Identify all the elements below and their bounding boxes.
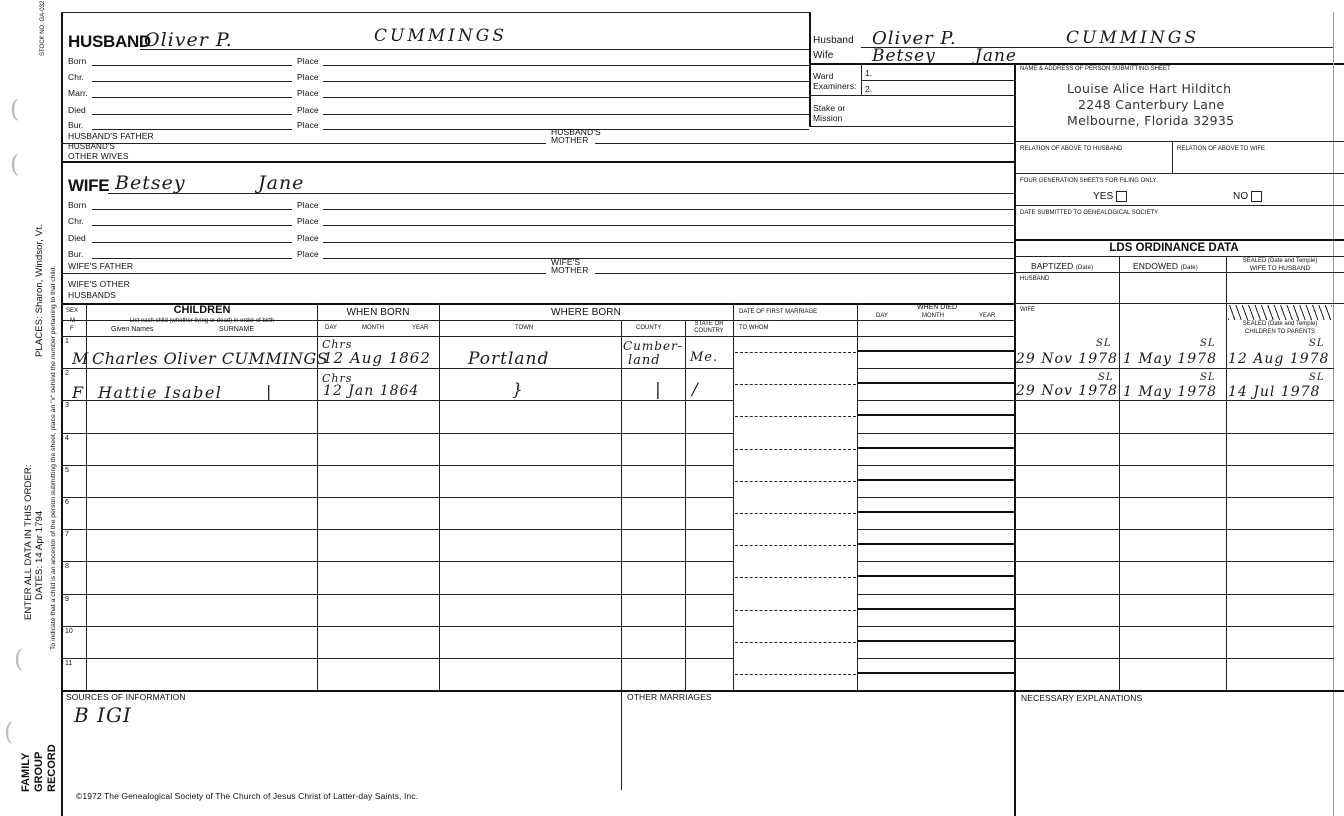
child-row-divider <box>61 658 733 659</box>
submitter-city: Melbourne, Florida 32935 <box>1067 113 1235 128</box>
died-month-header: MONTH <box>922 313 944 319</box>
date-label: (Date) <box>1180 265 1198 271</box>
marriage-date-line <box>735 513 856 514</box>
wife-mother-label-2: MOTHER <box>551 265 589 275</box>
rh-husband-label: Husband <box>813 35 854 46</box>
child-1-sex: M <box>72 349 90 368</box>
rh-wife-label: Wife <box>813 50 834 61</box>
husband-label: HUSBAND <box>68 32 151 51</box>
county-header: COUNTY <box>636 325 662 331</box>
no-box[interactable] <box>1251 191 1262 202</box>
dates-note: DATES: 14 Apr 1794 <box>34 510 45 600</box>
rh-husband-name: Oliver P. <box>872 28 957 49</box>
when-died-cell <box>857 594 1014 610</box>
no-checkbox[interactable] <box>1233 191 1262 202</box>
child-row-divider <box>61 529 733 530</box>
examiner-1: 1. <box>865 68 873 78</box>
endowed-label: ENDOWED <box>1133 261 1179 271</box>
child-1-born-note: Chrs <box>322 338 353 351</box>
child-row-divider <box>61 594 733 595</box>
ward-label: Ward <box>813 71 834 81</box>
when-died-header: WHEN DIED <box>916 304 958 311</box>
child-row-divider <box>61 561 733 562</box>
husband-mother-label-2: MOTHER <box>551 135 589 145</box>
child-2-sex: F <box>72 383 85 402</box>
child-row-number: 2 <box>65 370 69 377</box>
husband-mother-label-1: HUSBAND'S <box>551 127 601 137</box>
when-died-cell <box>857 626 1014 642</box>
child-2-town: } <box>512 380 524 400</box>
child-1-end-temple: SL <box>1200 338 1216 349</box>
child-2-sealed: 14 Jul 1978 <box>1228 384 1321 400</box>
child-row-number: 6 <box>65 499 69 506</box>
lds-row-divider <box>1014 561 1334 562</box>
child-ancestor-note: To indicate that a child is an ancestor of the person submitting the sheet, place an "x" behind the number pertaining to that child. <box>50 265 57 650</box>
lds-row-divider <box>1014 626 1334 627</box>
husband-other-wives-label-2: OTHER WIVES <box>68 151 129 161</box>
mission-label: Mission <box>813 113 843 123</box>
wife-surname: Jane <box>258 172 305 194</box>
marriage-date-line <box>735 610 856 611</box>
town-header: TOWN <box>515 325 534 331</box>
marriage-date-line <box>735 545 856 546</box>
sealed-wife-header-2: WIFE TO HUSBAND <box>1249 265 1311 272</box>
child-row-number: 1 <box>65 338 69 345</box>
child-row-divider <box>61 626 733 627</box>
lds-row-divider <box>1014 368 1334 369</box>
sources-value: B IGI <box>74 703 132 727</box>
husband-given-name: Oliver P. <box>144 29 233 51</box>
husband-died-label: Died <box>68 105 86 115</box>
month-header: MONTH <box>362 325 384 331</box>
four-gen-label: FOUR GENERATION SHEETS FOR FILING ONLY <box>1020 178 1157 184</box>
husband-other-wives-label-1: HUSBAND'S <box>68 142 115 151</box>
wife-bur-place-label: Place <box>297 249 319 259</box>
rh-husband-surname: CUMMINGS <box>1066 28 1199 48</box>
child-row-number: 9 <box>65 596 69 603</box>
rh-wife-surname: Jane <box>975 46 1017 66</box>
baptized-header <box>1031 261 1093 272</box>
year-header: YEAR <box>412 325 429 331</box>
child-2-state: / <box>692 380 699 400</box>
wife-chr-label: Chr. <box>68 216 84 226</box>
submitter-name: Louise Alice Hart Hilditch <box>1067 81 1232 96</box>
wife-born-place-label: Place <box>297 200 319 210</box>
sex-header: SEX <box>66 308 79 314</box>
date-submitted-label: DATE SUBMITTED TO GENEALOGICAL SOCIETY <box>1020 210 1159 216</box>
endowed-header <box>1133 261 1198 272</box>
child-2-baptized: 29 Nov 1978 <box>1016 383 1118 399</box>
when-died-cell <box>857 497 1014 513</box>
husband-father-label: HUSBAND'S FATHER <box>68 131 154 141</box>
marriage-date-line <box>735 449 856 450</box>
wife-bur-label: Bur. <box>68 249 84 259</box>
when-died-cell <box>857 561 1014 577</box>
husband-section-bottom <box>61 161 1014 163</box>
husband-bur-place-label: Place <box>297 120 319 130</box>
child-row-number: 10 <box>65 628 73 635</box>
child-1-endowed: 1 May 1978 <box>1123 351 1218 367</box>
husband-bur-label: Bur. <box>68 120 84 130</box>
wife-mother-label-1: WIFE'S <box>551 257 581 267</box>
binder-hole-mark: ( <box>10 150 20 178</box>
date-label: (Date) <box>1075 265 1094 271</box>
wife-given-name: Betsey <box>115 172 186 194</box>
child-2-bap-temple: SL <box>1098 372 1114 383</box>
left-border <box>61 12 63 816</box>
where-born-header: WHERE BORN <box>551 307 621 318</box>
children-instruction: List each child (whether living or dead) in order of birth <box>129 318 275 324</box>
lds-row-divider <box>1014 433 1334 434</box>
wife-father-label: WIFE'S FATHER <box>68 261 134 271</box>
stake-or-label: Stake or <box>813 103 846 113</box>
child-row-number: 5 <box>65 467 69 474</box>
child-2-county: | <box>655 380 662 400</box>
when-died-cell <box>857 658 1014 674</box>
child-row-number: 4 <box>65 435 69 442</box>
child-1-state: Me. <box>690 350 719 365</box>
husband-marr-label: Marr. <box>68 88 88 98</box>
stock-number: STOCK NO. GA-032 <box>40 0 46 56</box>
wife-label: WIFE <box>68 176 110 195</box>
child-1-bap-temple: SL <box>1096 338 1112 349</box>
marriage-date-line <box>735 577 856 578</box>
examiner-2: 2. <box>865 84 873 94</box>
lds-row-divider <box>1014 465 1334 466</box>
yes-box[interactable] <box>1116 191 1127 202</box>
lds-husband-label: HUSBAND <box>1020 276 1050 282</box>
husband-died-place-label: Place <box>297 105 319 115</box>
sources-label: SOURCES OF INFORMATION <box>66 692 186 702</box>
husband-born-place-label: Place <box>297 56 319 66</box>
when-died-cell <box>857 400 1014 416</box>
binder-hole-mark: ( <box>4 718 14 746</box>
child-1-sealed: 12 Aug 1978 <box>1228 351 1330 367</box>
child-row-number: 7 <box>65 531 69 538</box>
husband-name-line <box>140 49 809 50</box>
marriage-date-line <box>735 481 856 482</box>
marriage-date-line <box>735 384 856 385</box>
sealed-child-header-2: CHILDREN TO PARENTS <box>1244 329 1315 335</box>
binder-hole-mark: ( <box>10 95 20 123</box>
when-born-header: WHEN BORN <box>346 307 410 318</box>
child-2-end-temple: SL <box>1200 372 1216 383</box>
sealed-wife-header-1: SEALED (Date and Temple) <box>1242 258 1318 264</box>
child-1-baptized: 29 Nov 1978 <box>1016 351 1118 367</box>
child-2-name: Hattie Isabel <box>98 383 223 402</box>
when-died-cell <box>857 368 1014 384</box>
child-1-county-1: Cumber- <box>623 339 683 353</box>
husband-marr-place-label: Place <box>297 88 319 98</box>
husband-born-label: Born <box>68 56 87 66</box>
children-header: CHILDREN <box>173 304 231 316</box>
to-whom-header: TO WHOM <box>739 325 769 331</box>
no-label: NO <box>1233 191 1249 203</box>
wife-died-place-label: Place <box>297 233 319 243</box>
husband-chr-place-label: Place <box>297 72 319 82</box>
child-1-seal-temple: SL <box>1309 338 1325 349</box>
died-year-header: YEAR <box>979 313 996 319</box>
wife-chr-place-label: Place <box>297 216 319 226</box>
child-row-number: 3 <box>65 402 69 409</box>
child-row-divider <box>61 433 733 434</box>
when-died-cell <box>857 336 1014 352</box>
form-title-group: GROUP <box>33 751 45 792</box>
lds-title: LDS ORDINANCE DATA <box>1109 242 1239 254</box>
hatched-cell <box>1228 305 1332 320</box>
child-row-number: 8 <box>65 563 69 570</box>
sex-f: F <box>70 326 74 332</box>
child-row-divider <box>61 497 733 498</box>
relation-husband-label: RELATION OF ABOVE TO HUSBAND <box>1020 146 1123 152</box>
top-border <box>61 12 809 13</box>
child-1-name: Charles Oliver CUMMINGS <box>92 349 329 368</box>
explanations-label: NECESSARY EXPLANATIONS <box>1021 693 1143 703</box>
submitter-label: NAME & ADDRESS OF PERSON SUBMITTING SHEET <box>1020 66 1171 72</box>
marriage-date-line <box>735 674 856 675</box>
child-row-divider <box>61 465 733 466</box>
sex-m: M <box>70 318 75 324</box>
given-names-header: Given Names <box>111 326 154 333</box>
places-note: PLACES: Sharon, Windsor, Vt. <box>34 224 45 357</box>
when-died-cell <box>857 529 1014 545</box>
copyright: ©1972 The Genealogical Society of The Church of Jesus Christ of Latter-day Saints, Inc. <box>76 791 419 801</box>
state-header-1: STATE OR <box>694 321 724 327</box>
child-2-seal-temple: SL <box>1309 372 1325 383</box>
wife-other-husbands-label-2: HUSBANDS <box>68 290 117 300</box>
wife-other-husbands-label-1: WIFE'S OTHER <box>68 279 130 289</box>
child-2-name-ditto: | <box>266 382 273 401</box>
died-day-header: DAY <box>876 313 888 319</box>
child-2-endowed: 1 May 1978 <box>1123 384 1218 400</box>
right-panel-border <box>1014 63 1016 816</box>
submitter-street: 2248 Canterbury Lane <box>1078 97 1225 112</box>
marriage-date-line <box>735 416 856 417</box>
other-marriages-label: OTHER MARRIAGES <box>627 692 712 702</box>
when-died-cell <box>857 465 1014 481</box>
child-1-born: 12 Aug 1862 <box>323 349 431 367</box>
lds-wife-label: WIFE <box>1020 307 1035 313</box>
lds-row-divider <box>1014 400 1334 401</box>
sealed-child-header-1: SEALED (Date and Temple) <box>1242 321 1318 327</box>
enter-data-order: ENTER ALL DATA IN THIS ORDER: <box>23 464 34 620</box>
child-row-divider <box>61 368 733 369</box>
wife-died-label: Died <box>68 233 86 243</box>
yes-checkbox[interactable] <box>1093 191 1127 202</box>
surname-header: SURNAME <box>219 326 255 333</box>
examiners-label: Examiners: <box>813 81 857 91</box>
lds-row-divider <box>1014 529 1334 530</box>
form-title-record: RECORD <box>46 744 58 792</box>
first-marriage-header: DATE OF FIRST MARRIAGE <box>739 309 818 315</box>
yes-label: YES <box>1093 191 1114 203</box>
marriage-date-line <box>735 352 856 353</box>
husband-chr-label: Chr. <box>68 72 84 82</box>
child-row-number: 11 <box>65 660 73 667</box>
child-2-born-note: Chrs <box>322 372 353 385</box>
lds-row-divider <box>1014 594 1334 595</box>
relation-wife-label: RELATION OF ABOVE TO WIFE <box>1177 146 1266 152</box>
state-header-2: COUNTRY <box>694 328 724 334</box>
child-1-town: Portland <box>468 349 550 369</box>
child-1-county-2: land <box>628 353 661 368</box>
day-header: DAY <box>325 325 337 331</box>
binder-hole-mark: ( <box>14 645 24 673</box>
lds-row-divider <box>1014 497 1334 498</box>
wife-born-label: Born <box>68 200 87 210</box>
rh-wife-name: Betsey <box>872 46 936 66</box>
child-2-born: 12 Jan 1864 <box>323 383 420 399</box>
form-title-family: FAMILY <box>20 752 32 792</box>
baptized-label: BAPTIZED <box>1031 261 1074 271</box>
lds-row-divider <box>1014 658 1334 659</box>
husband-surname: CUMMINGS <box>374 26 507 46</box>
when-died-cell <box>857 433 1014 449</box>
marriage-date-line <box>735 642 856 643</box>
